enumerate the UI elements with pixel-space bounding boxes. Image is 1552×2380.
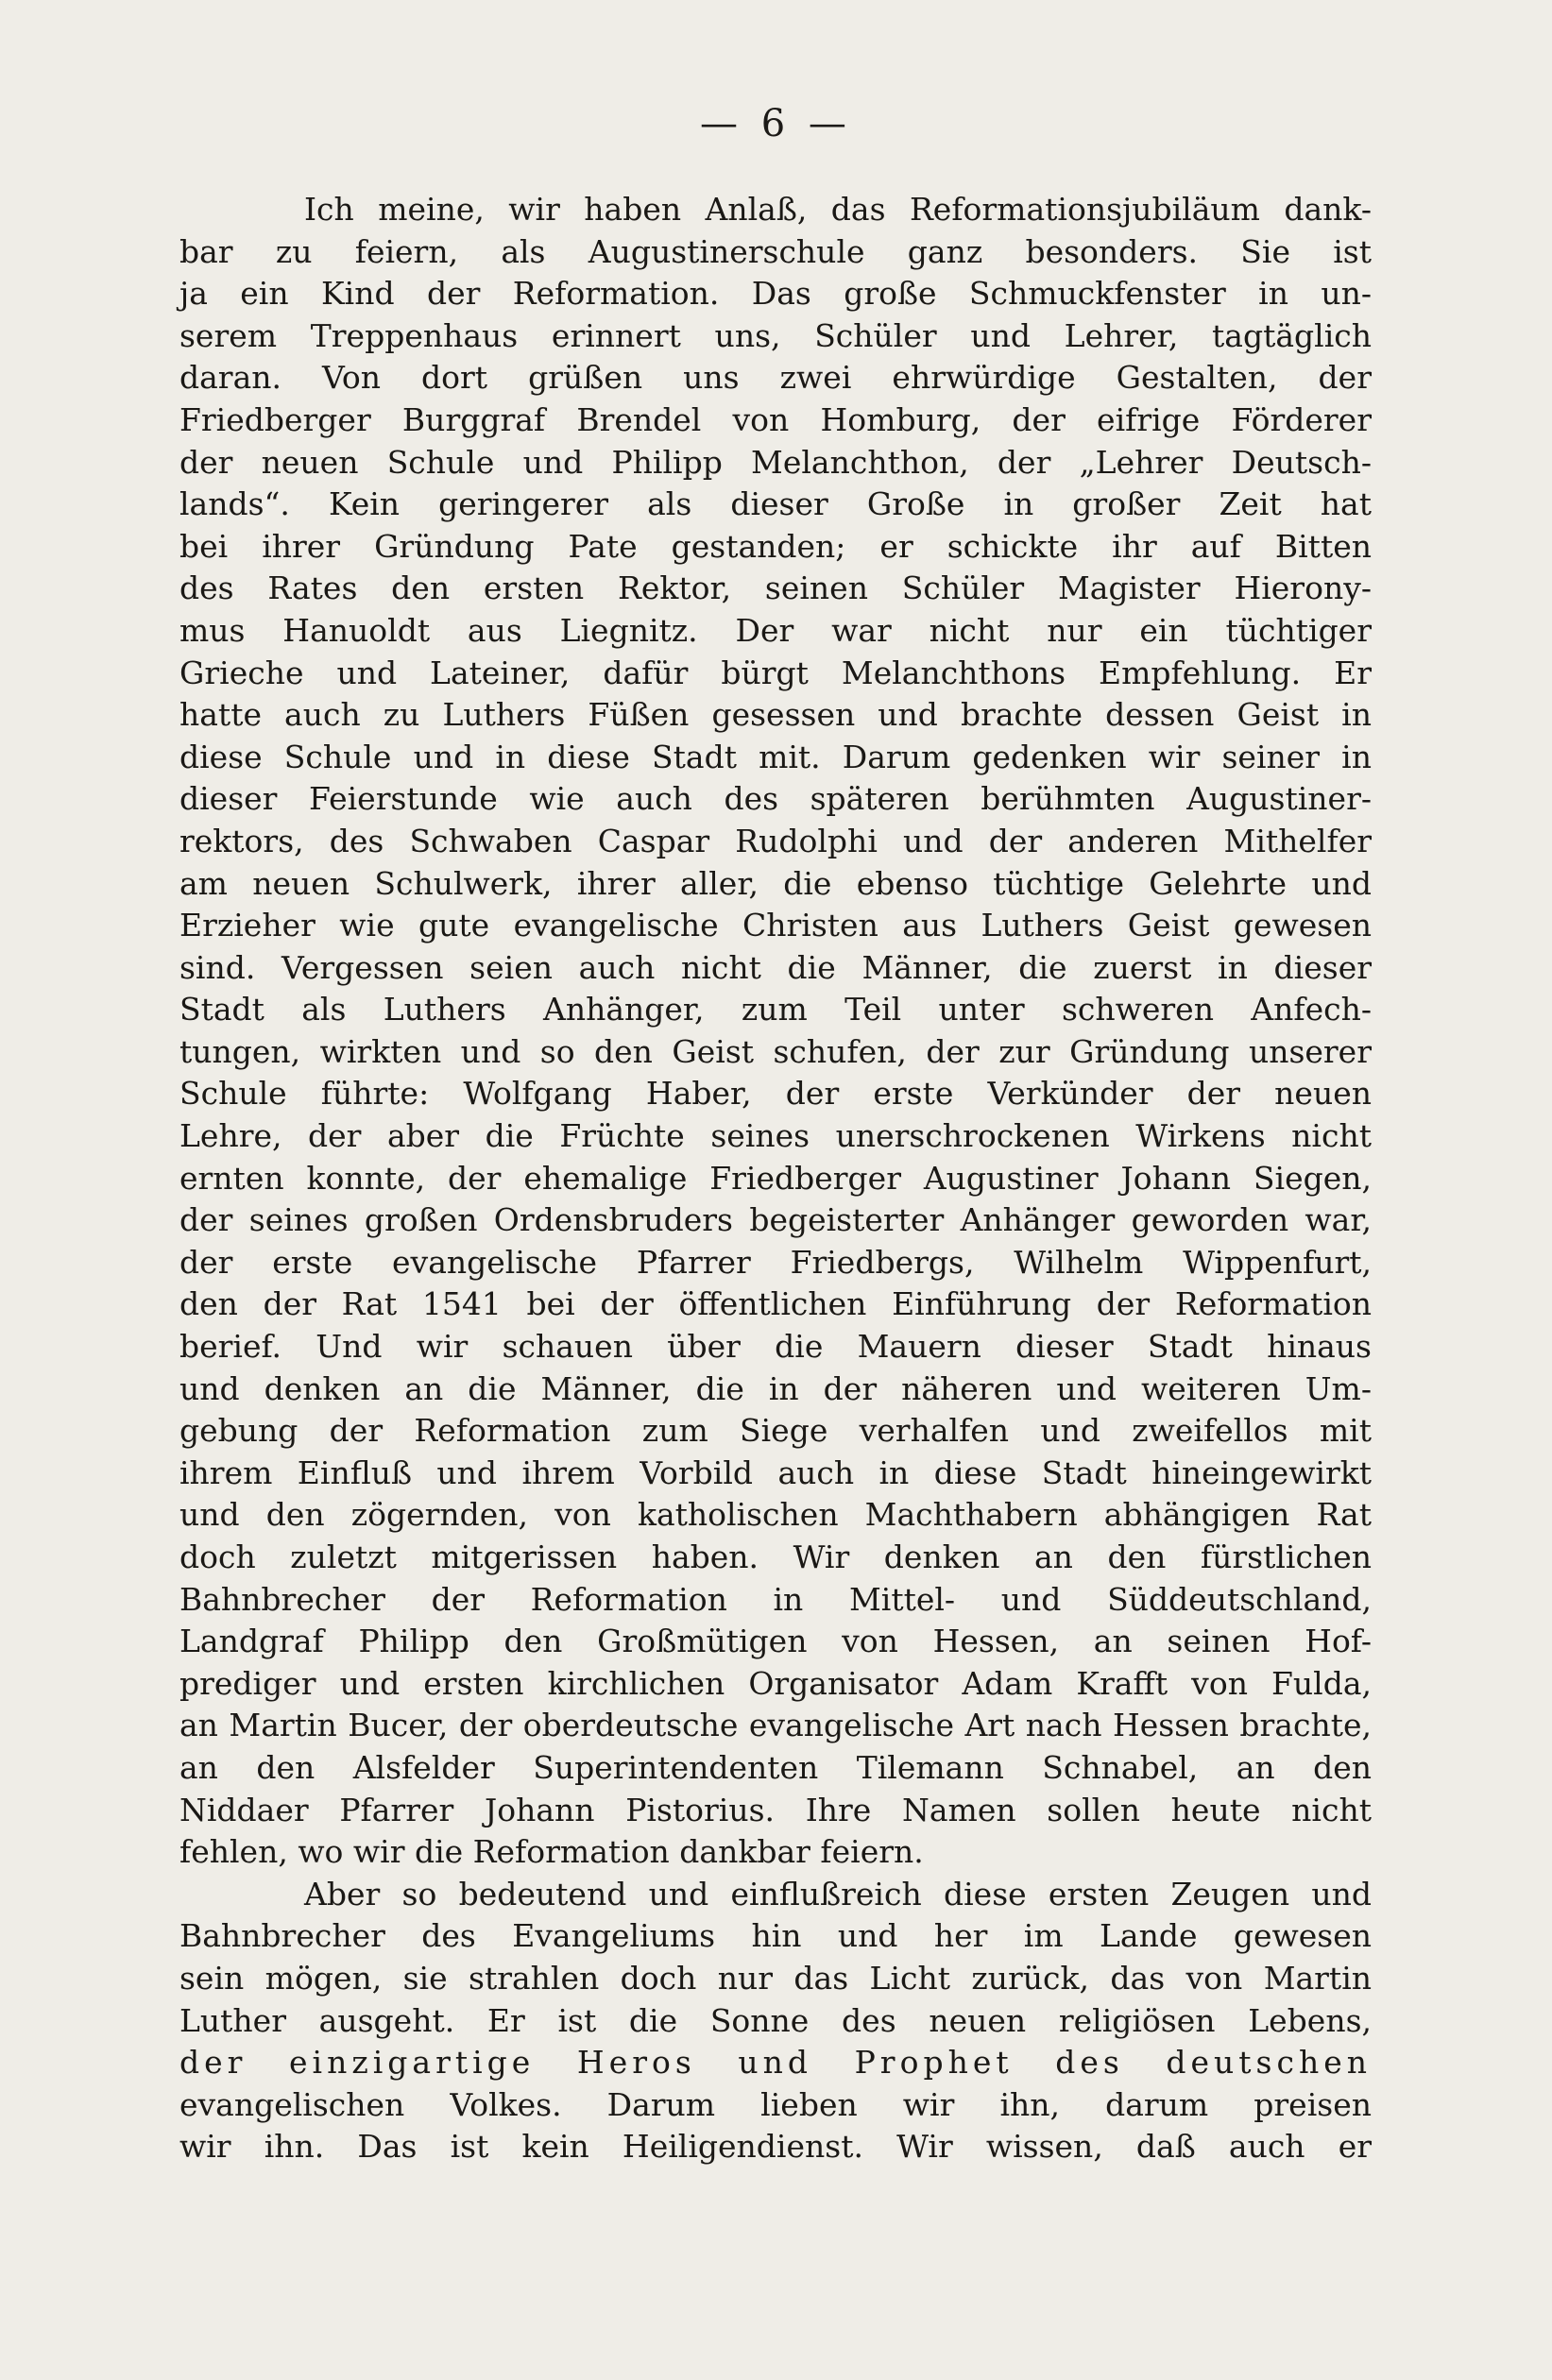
paragraph-2 (179, 1874, 1372, 2168)
page-number: — 6 — (700, 102, 852, 145)
text-line: ernten konnte, der ehemalige Friedberger Augustiner Johann Siegen, (179, 1159, 1372, 1197)
text-line: serem Treppenhaus erinnert uns, Schüler und Lehrer, tagtäglich (179, 316, 1372, 354)
text-line: Bahnbrecher der Reformation in Mittel- und Süddeutschland, (179, 1580, 1372, 1618)
text-line: Grieche und Lateiner, dafür bürgt Melanchthons Empfehlung. Er (179, 654, 1372, 691)
text-line: der einzigartige Heros und Prophet des deutschen (179, 2044, 1372, 2082)
text-line: berief. Und wir schauen über die Mauern dieser Stadt hinaus (179, 1328, 1372, 1366)
text-line: fehlen, wo wir die Reformation dankbar feiern. (179, 1833, 924, 1871)
text-line: bar zu feiern, als Augustinerschule ganz besonders. Sie ist (179, 232, 1372, 270)
text-line: Aber so bedeutend und einflußreich diese ersten Zeugen und (304, 1875, 1372, 1912)
text-line: Stadt als Luthers Anhänger, zum Teil unter schweren Anfech- (179, 991, 1372, 1028)
text-line: Friedberger Burggraf Brendel von Homburg, der eifrige Förderer (179, 400, 1372, 438)
text-line: der neuen Schule und Philipp Melanchthon, der „Lehrer Deutsch- (179, 443, 1372, 481)
body-text (179, 189, 1372, 2168)
text-line: diese Schule und in diese Stadt mit. Darum gedenken wir seiner in (179, 738, 1372, 775)
text-line: Erzieher wie gute evangelische Christen aus Luthers Geist gewesen (179, 907, 1372, 944)
text-line: hatte auch zu Luthers Füßen gesessen und brachte dessen Geist in (179, 696, 1372, 734)
text-line: Luther ausgeht. Er ist die Sonne des neuen religiösen Lebens, (179, 2001, 1372, 2039)
text-line: gebung der Reformation zum Siege verhalfen und zweifellos mit (179, 1412, 1372, 1450)
text-line: tungen, wirkten und so den Geist schufen, der zur Gründung unserer (179, 1032, 1372, 1070)
text-line: bei ihrer Gründung Pate gestanden; er schickte ihr auf Bitten (179, 527, 1372, 565)
text-line: Ich meine, wir haben Anlaß, das Reformationsjubiläum dank- (304, 191, 1372, 228)
text-line: und den zögernden, von katholischen Machthabern abhängigen Rat (179, 1496, 1372, 1534)
text-line: lands“. Kein geringerer als dieser Große in großer Zeit hat (179, 485, 1372, 523)
paragraph-1 (179, 189, 1372, 1874)
text-line: Niddaer Pfarrer Johann Pistorius. Ihre Namen sollen heute nicht (179, 1791, 1372, 1828)
text-line: am neuen Schulwerk, ihrer aller, die ebenso tüchtige Gelehrte und (179, 864, 1372, 902)
text-line: daran. Von dort grüßen uns zwei ehrwürdige Gestalten, der (179, 359, 1372, 397)
text-line: und denken an die Männer, die in der näheren und weiteren Um- (179, 1369, 1372, 1407)
text-line: den der Rat 1541 bei der öffentlichen Einführung der Reformation (179, 1285, 1372, 1323)
text-line: ja ein Kind der Reformation. Das große Schmuckfenster in un- (179, 275, 1372, 313)
text-line: dieser Feierstunde wie auch des späteren berühmten Augustiner- (179, 780, 1372, 818)
text-line: an den Alsfelder Superintendenten Tilemann Schnabel, an den (179, 1748, 1372, 1786)
text-line: der seines großen Ordensbruders begeisterter Anhänger geworden war, (179, 1201, 1372, 1239)
text-line: Bahnbrecher des Evangeliums hin und her im Lande gewesen (179, 1917, 1372, 1955)
text-line: evangelischen Volkes. Darum lieben wir ihn, darum preisen (179, 2085, 1372, 2123)
text-line: an Martin Bucer, der oberdeutsche evangelische Art nach Hessen brachte, (179, 1707, 1372, 1744)
text-line: prediger und ersten kirchlichen Organisator Adam Krafft von Fulda, (179, 1664, 1372, 1702)
text-line: Landgraf Philipp den Großmütigen von Hessen, an seinen Hof- (179, 1623, 1372, 1660)
text-line: ihrem Einfluß und ihrem Vorbild auch in diese Stadt hineingewirkt (179, 1454, 1372, 1491)
text-line: Schule führte: Wolfgang Haber, der erste Verkünder der neuen (179, 1075, 1372, 1113)
text-line: der erste evangelische Pfarrer Friedbergs, Wilhelm Wippenfurt, (179, 1243, 1372, 1281)
text-line: rektors, des Schwaben Caspar Rudolphi und der anderen Mithelfer (179, 822, 1372, 859)
text-line: sind. Vergessen seien auch nicht die Männer, die zuerst in dieser (179, 948, 1372, 986)
text-line: Lehre, der aber die Früchte seines unerschrockenen Wirkens nicht (179, 1117, 1372, 1155)
text-line: wir ihn. Das ist kein Heiligendienst. Wir wissen, daß auch er (179, 2128, 1372, 2166)
text-line: mus Hanuoldt aus Liegnitz. Der war nicht nur ein tüchtiger (179, 611, 1372, 649)
text-line: doch zuletzt mitgerissen haben. Wir denken an den fürstlichen (179, 1538, 1372, 1575)
text-line: des Rates den ersten Rektor, seinen Schüler Magister Hierony- (179, 570, 1372, 607)
text-line: sein mögen, sie strahlen doch nur das Licht zurück, das von Martin (179, 1959, 1372, 1997)
